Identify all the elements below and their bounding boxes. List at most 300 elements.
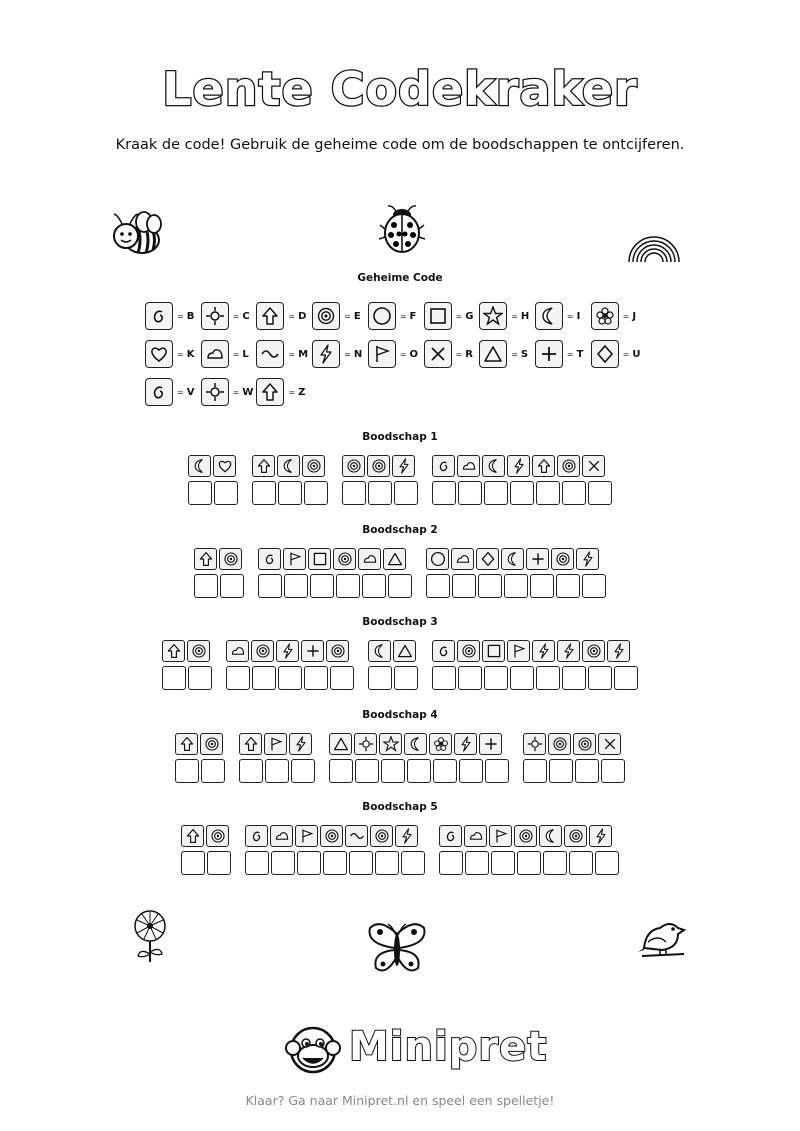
key-item-t — [535, 340, 587, 368]
answer-box[interactable] — [459, 759, 483, 783]
key-item-l — [201, 340, 253, 368]
code-symbol — [457, 455, 480, 477]
answer-box[interactable] — [297, 851, 321, 875]
code-symbol — [333, 548, 356, 570]
answer-box[interactable] — [491, 851, 515, 875]
answer-box[interactable] — [201, 759, 225, 783]
plus-icon — [530, 551, 546, 567]
code-symbol — [213, 455, 236, 477]
code-symbol — [226, 640, 249, 662]
moon-icon — [408, 736, 424, 752]
bolt-icon — [536, 643, 552, 659]
code-symbol — [451, 548, 474, 570]
secret-code-key — [145, 302, 705, 416]
key-letter: R — [465, 348, 473, 360]
key-symbol — [256, 340, 284, 368]
footer-text: Klaar? Ga naar Minipret.nl en speel een spelletje! — [245, 1093, 555, 1108]
answer-box[interactable] — [349, 851, 373, 875]
cloud-icon — [455, 551, 471, 567]
key-letter: H — [520, 310, 530, 322]
cross-icon — [602, 736, 618, 752]
answer-box[interactable] — [278, 666, 302, 690]
triangle-icon — [387, 551, 403, 567]
answer-box[interactable] — [252, 666, 276, 690]
key-letter: N — [353, 348, 363, 360]
bee-illustration — [108, 210, 164, 262]
sun-icon — [527, 736, 543, 752]
bolt-icon — [611, 643, 627, 659]
equals-sign: = — [511, 311, 518, 321]
code-symbol — [479, 733, 502, 755]
code-symbol — [264, 733, 287, 755]
bolt-icon — [458, 736, 474, 752]
cloud-icon — [461, 458, 477, 474]
code-symbol — [245, 825, 268, 847]
code-symbol — [514, 825, 537, 847]
code-symbol — [162, 640, 185, 662]
message-title: Boodschap 1 — [362, 431, 438, 443]
code-symbol — [395, 825, 418, 847]
minipret-logo — [285, 1022, 548, 1078]
answer-box[interactable] — [556, 574, 580, 598]
code-symbol — [175, 733, 198, 755]
code-symbol — [507, 640, 530, 662]
answer-box[interactable] — [484, 666, 508, 690]
answer-box[interactable] — [252, 481, 276, 505]
answer-box[interactable] — [549, 759, 573, 783]
coded-word — [161, 640, 213, 690]
arrow-icon — [536, 458, 552, 474]
answer-box[interactable] — [433, 759, 457, 783]
code-symbol — [598, 733, 621, 755]
answer-box[interactable] — [342, 481, 366, 505]
cloud-icon — [362, 551, 378, 567]
answer-box[interactable] — [432, 481, 456, 505]
code-symbol — [432, 640, 455, 662]
message-2 — [0, 548, 800, 598]
star-icon — [383, 736, 399, 752]
target-icon — [324, 828, 340, 844]
answer-box[interactable] — [362, 574, 386, 598]
answer-box[interactable] — [291, 759, 315, 783]
message-title: Boodschap 2 — [362, 524, 438, 536]
equals-sign: = — [177, 387, 184, 397]
answer-box[interactable] — [530, 574, 554, 598]
target-icon — [561, 458, 577, 474]
code-symbol — [370, 825, 393, 847]
answer-box[interactable] — [162, 666, 186, 690]
coded-word — [257, 548, 413, 598]
code-symbol — [426, 548, 449, 570]
equals-sign: = — [566, 311, 574, 321]
swirl-icon — [436, 458, 452, 474]
bolt-icon — [561, 643, 577, 659]
target-icon — [316, 306, 336, 326]
bolt-icon — [593, 828, 609, 844]
answer-box[interactable] — [258, 574, 282, 598]
key-letter: V — [186, 386, 195, 398]
key-item-o — [368, 340, 420, 368]
key-symbol — [145, 340, 173, 368]
code-symbol — [206, 825, 229, 847]
answer-box[interactable] — [394, 666, 418, 690]
instructions: Kraak de code! Gebruik de geheime code om de boodschappen te ontcijferen. — [115, 137, 685, 153]
equals-sign: = — [288, 311, 296, 321]
code-symbol — [301, 640, 324, 662]
target-icon — [330, 643, 346, 659]
message-5 — [0, 825, 800, 875]
key-symbol — [368, 302, 396, 330]
code-symbol — [482, 455, 505, 477]
cross-icon — [428, 344, 448, 364]
answer-box[interactable] — [329, 759, 353, 783]
answer-box[interactable] — [517, 851, 541, 875]
key-symbol — [368, 340, 396, 368]
key-item-f — [368, 302, 420, 330]
swirl-icon — [436, 643, 452, 659]
answer-box[interactable] — [401, 851, 425, 875]
arrow-icon — [243, 736, 259, 752]
message-3 — [0, 640, 800, 690]
equals-sign: = — [399, 311, 407, 321]
key-letter: M — [298, 348, 309, 360]
swirl-icon — [443, 828, 459, 844]
moon-icon — [192, 458, 208, 474]
key-item-v — [145, 378, 197, 406]
code-symbol — [539, 825, 562, 847]
logo-text: Minipret — [349, 1024, 548, 1070]
target-icon — [555, 551, 571, 567]
answer-box[interactable] — [432, 666, 456, 690]
coded-word — [438, 825, 620, 875]
ladybug-illustration — [378, 203, 426, 255]
answer-box[interactable] — [194, 574, 218, 598]
key-symbol — [535, 302, 563, 330]
key-symbol — [145, 378, 173, 406]
arrow-icon — [260, 306, 280, 326]
answer-box[interactable] — [543, 851, 567, 875]
key-symbol — [201, 340, 229, 368]
answer-box[interactable] — [207, 851, 231, 875]
code-symbol — [188, 455, 211, 477]
key-letter: W — [242, 386, 254, 398]
heart-icon — [217, 458, 233, 474]
code-symbol — [523, 733, 546, 755]
cloud-icon — [274, 828, 290, 844]
key-item-m — [256, 340, 308, 368]
code-symbol — [320, 825, 343, 847]
arrow-icon — [256, 458, 272, 474]
key-item-b — [145, 302, 197, 330]
arrow-icon — [185, 828, 201, 844]
code-symbol — [289, 733, 312, 755]
code-symbol — [252, 455, 275, 477]
answer-box[interactable] — [452, 574, 476, 598]
equals-sign: = — [177, 311, 184, 321]
answer-box[interactable] — [510, 481, 534, 505]
key-row — [145, 378, 705, 406]
message-title: Boodschap 5 — [362, 801, 438, 813]
target-icon — [371, 458, 387, 474]
code-symbol — [557, 455, 580, 477]
flower-icon — [433, 736, 449, 752]
circle-icon — [372, 306, 392, 326]
code-symbol — [200, 733, 223, 755]
target-icon — [461, 643, 477, 659]
coded-word — [425, 548, 607, 598]
code-symbol — [277, 455, 300, 477]
code-symbol — [476, 548, 499, 570]
sun-icon — [358, 736, 374, 752]
code-symbol — [326, 640, 349, 662]
key-symbol — [201, 378, 229, 406]
diamond-icon — [480, 551, 496, 567]
code-symbol — [551, 548, 574, 570]
code-symbol — [308, 548, 331, 570]
answer-box[interactable] — [485, 759, 509, 783]
equals-sign: = — [288, 387, 296, 397]
key-symbol — [424, 302, 452, 330]
flag-icon — [299, 828, 315, 844]
answer-box[interactable] — [588, 666, 612, 690]
answer-box[interactable] — [595, 851, 619, 875]
target-icon — [346, 458, 362, 474]
code-symbol — [607, 640, 630, 662]
code-symbol — [564, 825, 587, 847]
key-letter: C — [242, 310, 250, 322]
answer-box[interactable] — [214, 481, 238, 505]
answer-box[interactable] — [368, 666, 392, 690]
code-symbol — [329, 733, 352, 755]
key-symbol — [591, 302, 619, 330]
answer-box[interactable] — [536, 666, 560, 690]
code-symbol — [354, 733, 377, 755]
answer-box[interactable] — [478, 574, 502, 598]
key-letter: D — [298, 310, 307, 322]
target-icon — [306, 458, 322, 474]
key-symbol — [424, 340, 452, 368]
answer-box[interactable] — [588, 481, 612, 505]
coded-word — [431, 640, 639, 690]
message-4 — [0, 733, 800, 783]
answer-box[interactable] — [220, 574, 244, 598]
code-symbol — [489, 825, 512, 847]
answer-box[interactable] — [310, 574, 334, 598]
bolt-icon — [280, 643, 296, 659]
plus-icon — [305, 643, 321, 659]
equals-sign: = — [511, 349, 518, 359]
rainbow-illustration — [626, 212, 682, 264]
answer-box[interactable] — [336, 574, 360, 598]
answer-box[interactable] — [304, 666, 328, 690]
answer-box[interactable] — [562, 481, 586, 505]
key-item-n — [312, 340, 364, 368]
key-symbol — [591, 340, 619, 368]
swirl-icon — [149, 306, 169, 326]
key-letter: J — [632, 310, 637, 322]
answer-box[interactable] — [601, 759, 625, 783]
key-letter: U — [632, 348, 641, 360]
equals-sign: = — [232, 311, 240, 321]
answer-box[interactable] — [188, 666, 212, 690]
target-icon — [586, 643, 602, 659]
code-symbol — [532, 455, 555, 477]
key-item-j — [591, 302, 643, 330]
answer-box[interactable] — [375, 851, 399, 875]
answer-box[interactable] — [465, 851, 489, 875]
sun-icon — [205, 382, 225, 402]
key-item-e — [312, 302, 364, 330]
equals-sign: = — [344, 349, 351, 359]
arrow-icon — [179, 736, 195, 752]
key-letter: F — [409, 310, 417, 322]
answer-box[interactable] — [245, 851, 269, 875]
key-letter: O — [409, 348, 419, 360]
answer-box[interactable] — [614, 666, 638, 690]
target-icon — [552, 736, 568, 752]
answer-box[interactable] — [484, 481, 508, 505]
key-item-r — [424, 340, 476, 368]
code-symbol — [276, 640, 299, 662]
coded-word — [251, 455, 329, 505]
answer-box[interactable] — [330, 666, 354, 690]
key-item-d — [256, 302, 308, 330]
arrow-icon — [166, 643, 182, 659]
coded-word — [174, 733, 226, 783]
key-letter: Z — [298, 386, 306, 398]
key-letter: S — [520, 348, 529, 360]
answer-box[interactable] — [239, 759, 263, 783]
key-symbol — [479, 340, 507, 368]
answer-box[interactable] — [458, 666, 482, 690]
key-item-i — [535, 302, 587, 330]
code-symbol — [358, 548, 381, 570]
answer-box[interactable] — [271, 851, 295, 875]
code-symbol — [383, 548, 406, 570]
sun-icon — [205, 306, 225, 326]
code-symbol — [379, 733, 402, 755]
answer-box[interactable] — [355, 759, 379, 783]
code-symbol — [283, 548, 306, 570]
moon-icon — [505, 551, 521, 567]
coded-word — [244, 825, 426, 875]
code-symbol — [439, 825, 462, 847]
code-symbol — [432, 455, 455, 477]
key-letter: I — [576, 310, 581, 322]
answer-box[interactable] — [562, 666, 586, 690]
answer-box[interactable] — [582, 574, 606, 598]
star-icon — [483, 306, 503, 326]
moon-icon — [486, 458, 502, 474]
key-symbol — [256, 378, 284, 406]
coded-word — [431, 455, 613, 505]
moon-icon — [372, 643, 388, 659]
code-symbol — [187, 640, 210, 662]
answer-box[interactable] — [226, 666, 250, 690]
target-icon — [518, 828, 534, 844]
butterfly-illustration — [366, 918, 428, 980]
bolt-icon — [399, 828, 415, 844]
answer-box[interactable] — [323, 851, 347, 875]
target-icon — [568, 828, 584, 844]
key-symbol — [535, 340, 563, 368]
code-symbol — [464, 825, 487, 847]
square-icon — [486, 643, 502, 659]
coded-word — [328, 733, 510, 783]
answer-box[interactable] — [278, 481, 302, 505]
answer-box[interactable] — [368, 481, 392, 505]
answer-box[interactable] — [175, 759, 199, 783]
code-symbol — [270, 825, 293, 847]
answer-box[interactable] — [188, 481, 212, 505]
heart-icon — [149, 344, 169, 364]
cross-icon — [586, 458, 602, 474]
equals-sign: = — [288, 349, 296, 359]
answer-box[interactable] — [439, 851, 463, 875]
code-symbol — [239, 733, 262, 755]
target-icon — [337, 551, 353, 567]
answer-box[interactable] — [388, 574, 412, 598]
coded-word — [341, 455, 419, 505]
answer-box[interactable] — [458, 481, 482, 505]
arrow-icon — [260, 382, 280, 402]
target-icon — [577, 736, 593, 752]
key-letter: B — [186, 310, 195, 322]
code-symbol — [454, 733, 477, 755]
plus-icon — [483, 736, 499, 752]
key-letter: L — [242, 348, 249, 360]
code-symbol — [181, 825, 204, 847]
answer-box[interactable] — [523, 759, 547, 783]
answer-box[interactable] — [536, 481, 560, 505]
triangle-icon — [397, 643, 413, 659]
answer-box[interactable] — [265, 759, 289, 783]
key-item-z — [256, 378, 308, 406]
answer-box[interactable] — [381, 759, 405, 783]
answer-box[interactable] — [394, 481, 418, 505]
key-symbol — [201, 302, 229, 330]
bolt-icon — [293, 736, 309, 752]
message-title: Boodschap 4 — [362, 709, 438, 721]
equals-sign: = — [622, 349, 630, 359]
code-symbol — [582, 455, 605, 477]
code-symbol — [557, 640, 580, 662]
moon-icon — [539, 306, 559, 326]
code-symbol — [548, 733, 571, 755]
code-symbol — [258, 548, 281, 570]
answer-box[interactable] — [304, 481, 328, 505]
answer-box[interactable] — [181, 851, 205, 875]
square-icon — [312, 551, 328, 567]
answer-box[interactable] — [569, 851, 593, 875]
answer-box[interactable] — [426, 574, 450, 598]
answer-box[interactable] — [575, 759, 599, 783]
code-symbol — [393, 640, 416, 662]
answer-box[interactable] — [407, 759, 431, 783]
key-symbol — [145, 302, 173, 330]
code-symbol — [345, 825, 368, 847]
key-title: Geheime Code — [357, 272, 443, 284]
answer-box[interactable] — [510, 666, 534, 690]
swirl-icon — [249, 828, 265, 844]
answer-box[interactable] — [284, 574, 308, 598]
flag-icon — [268, 736, 284, 752]
answer-box[interactable] — [504, 574, 528, 598]
code-symbol — [482, 640, 505, 662]
moon-icon — [281, 458, 297, 474]
dandelion-illustration — [128, 908, 172, 964]
key-symbol — [312, 340, 340, 368]
